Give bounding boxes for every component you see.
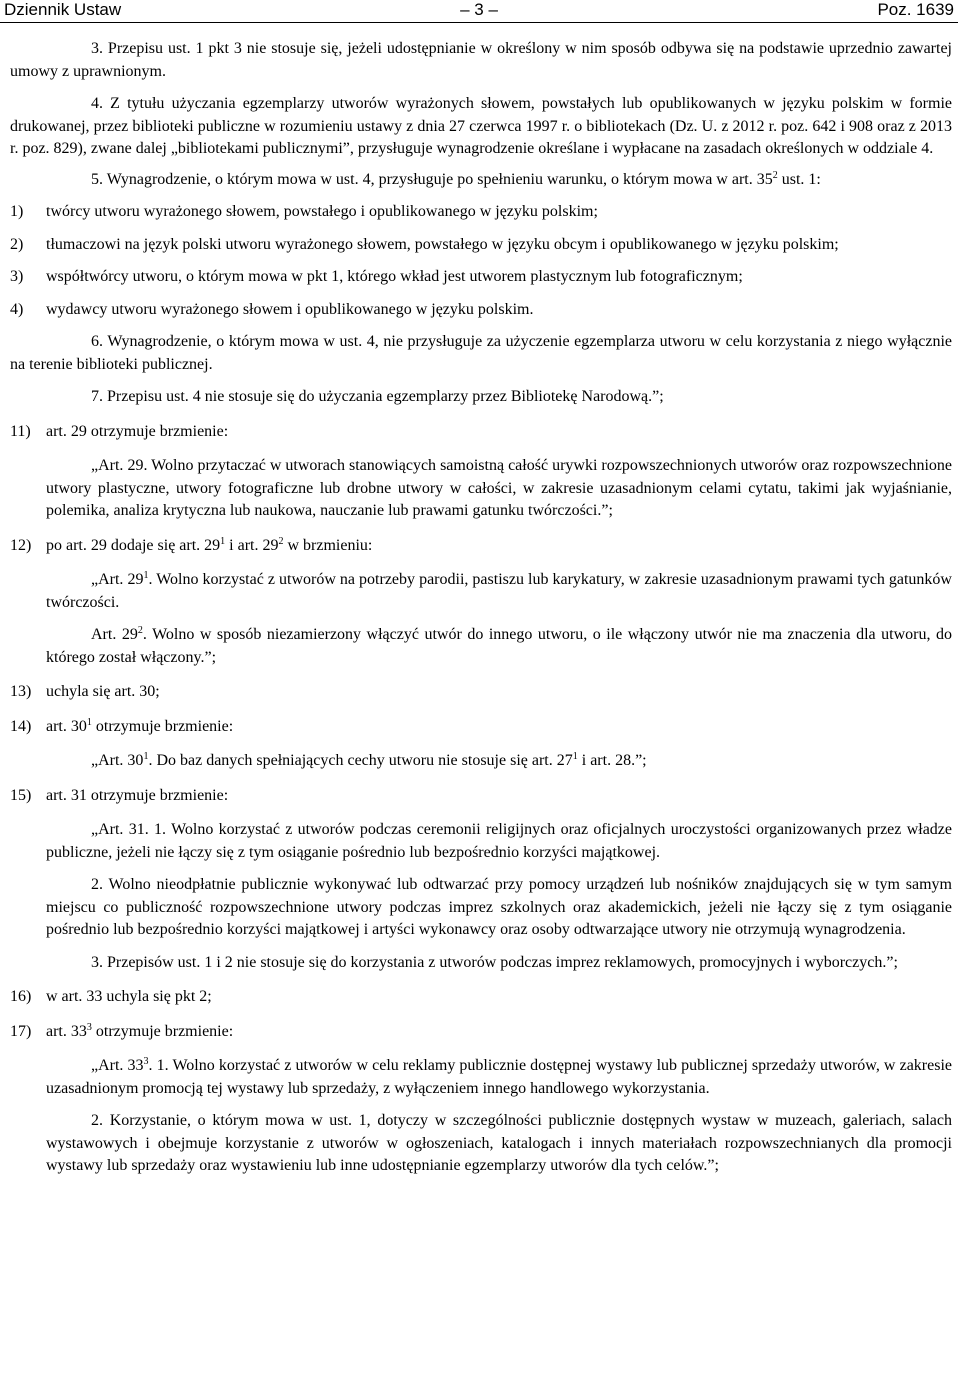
point-13: 13) uchyla się art. 30;	[10, 683, 160, 700]
amendment-art-30-1: „Art. $30^1$. Do baz danych spełniających cechy utworu nie stosuje się art. $27^1$ i art. 28.”;	[91, 751, 647, 769]
paragraph-3: 3. Przepisu ust. 1 pkt 3 nie stosuje się, jeżeli udostępnianie w określony w nim sposób odbywa się na podstawie uprzednio zawartej umowy z uprawnionym.	[10, 40, 952, 80]
journal-title: Dziennik Ustaw	[4, 0, 122, 19]
amendment-art-29: „Art. 29. Wolno przytaczać w utworach stanowiących samoistną całość urywki rozpowszechnionych utworów oraz rozpowszechnione utwory plastyczne, utwory fotograficzne lub drobne utwory w całości, w zakresie uzasadnionym celami cytatu, takimi jak wyjaśnianie, polemika, analiza krytyczna lub naukowa, nauczanie lub prawami gatunku twórczości.”;	[46, 457, 952, 519]
amendment-art-29-1: „Art. $29^1$. Wolno korzystać z utworów na potrzeby parodii, pastiszu lub karykatury, w zakresie uzasadnionym prawami tych gatunków twórczości. Art. $29^2$. Wolno w sposób niezamierzony włączyć utwór do innego utworu, o ile włączony utwór nie ma znaczenia dla utworu, do którego został włączony.”;	[10, 569, 952, 669]
page-number: – 3 –	[460, 0, 498, 19]
list-item: 3) współtwórcy utworu, o którym mowa w pkt 1, którego wkład jest utworem plastycznym lub fotograficznym;	[10, 268, 743, 285]
point-11: 11) art. 29 otrzymuje brzmienie:	[10, 422, 229, 440]
paragraph-5: 5. Wynagrodzenie, o którym mowa w ust. 4, przysługuje po spełnieniu warunku, o którym mowa w art. $35^2$ ust. 1:	[91, 169, 821, 188]
amendment-art-33-3: „Art. $33^3$. 1. Wolno korzystać z utworów w celu reklamy publicznie dostępnej wystawy lub publicznej sprzedaży utworów, w zakresie uzasadnionym promocją tej wystawy lub sprzedaży, z wyłączeniem innego handlowego wykorzystania. 2. Korzystanie, o którym mowa w ust. 1, dotyczy w szczególności publicznie dostępnych wystaw w muzeach, galeriach, salach wystawowych i obejmuje korzystanie z utworów w ogłoszeniach, katalogach i innych materiałach rozpowszechnianych dla promocji wystawy lub sprzedaży oraz wystawieniu lub inne udostępnianie egzemplarzy utworów dla tych celów.”;	[46, 1056, 952, 1174]
list-item: 2) tłumaczowi na język polski utworu wyrażonego słowem, powstałego w języku obcym i opublikowanego w języku polskim;	[10, 235, 839, 253]
amendment-art-29-2: Art. $29^2$. Wolno w sposób niezamierzony włączyć utwór do innego utworu, o ile włączony utwór nie ma znaczenia dla utworu, do którego został włączony.”;	[46, 625, 952, 666]
point-16: 16) w art. 33 uchyla się pkt 2;	[10, 988, 212, 1005]
point-15: 15) art. 31 otrzymuje brzmienie:	[10, 786, 229, 804]
paragraph-4: 4. Z tytułu użyczania egzemplarzy utworów wyrażonych słowem, powstałych lub opublikowanych w języku polskim w formie drukowanej, przez biblioteki publiczne w rozumieniu ustawy z dnia 27 czerwca 1997 r. o bibliotekach (Dz. U. z 2012 r. poz. 642 i 908 oraz z 2013 r. poz. 829), zwane dalej „bibliotekami publicznymi”, przysługuje wynagrodzenie określane i wypłacane na zasadach określonych w oddziale 4.	[10, 95, 952, 157]
point-12: 12) po art. 29 dodaje się art. $29^1$ i art. $29^2$ w brzmieniu:	[10, 535, 373, 554]
paragraph-7: 7. Przepisu ust. 4 nie stosuje się do użyczania egzemplarzy przez Bibliotekę Narodową.”;	[91, 388, 664, 405]
paragraph-6: 6. Wynagrodzenie, o którym mowa w ust. 4, nie przysługuje za użyczenie egzemplarza utworu w celu korzystania z niego wyłącznie na terenie biblioteki publicznej.	[10, 333, 952, 373]
amendment-art-31: „Art. 31. 1. Wolno korzystać z utworów podczas ceremonii religijnych oraz oficjalnych uroczystości organizowanych przez władze publiczne, jeżeli nie łączy się z tym osiąganie pośrednio lub bezpośrednio korzyści majątkowej. 2. Wolno nieodpłatnie publicznie wykonywać lub odtwarzać przy pomocy urządzeń lub nośników znajdujących się w tym samym miejscu co publiczność rozpowszechnione utwory podczas imprez szkolnych oraz akademickich, jeżeli nie łączy się z tym osiąganie pośrednio lub bezpośrednio korzyści majątkowej i artyści wykonawcy oraz osoby odtwarzające utwory nie otrzymują wynagrodzenia. 3. Przepisów ust. 1 i 2 nie stosuje się do korzystania z utworów podczas imprez reklamowych, promocyjnych i wyborczych.”;	[46, 821, 952, 971]
list-item: 4) wydawcy utworu wyrażonego słowem i opublikowanego w języku polskim.	[10, 300, 534, 318]
point-14: 14) art. $30^1$ otrzymuje brzmienie:	[10, 716, 234, 735]
list-item: 1) twórcy utworu wyrażonego słowem, powstałego i opublikowanego w języku polskim;	[10, 203, 598, 220]
document-body	[10, 38, 952, 1178]
page-header	[0, 0, 958, 23]
position-number: Poz. 1639	[877, 0, 954, 19]
point-17: 17) art. $33^3$ otrzymuje brzmienie:	[10, 1021, 234, 1040]
